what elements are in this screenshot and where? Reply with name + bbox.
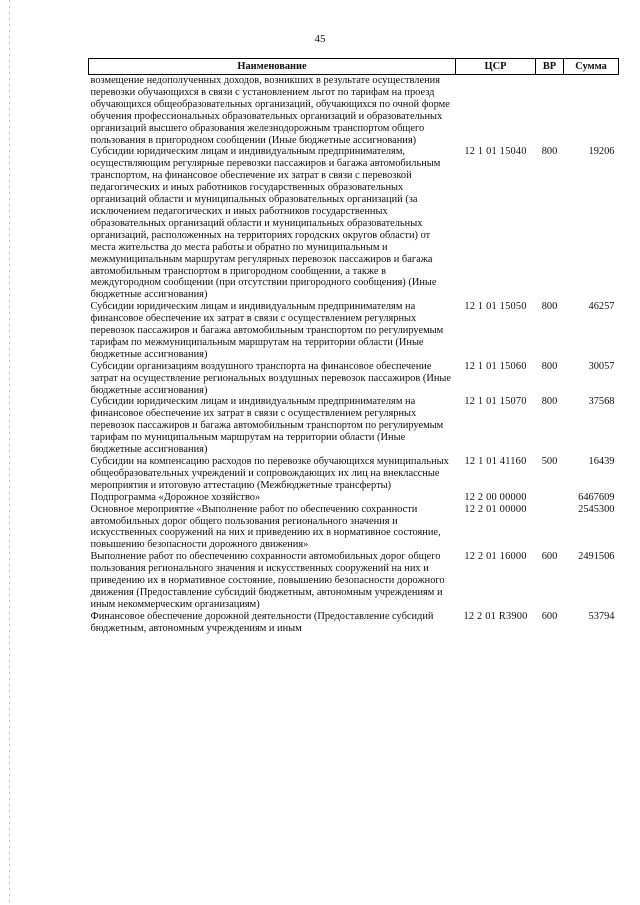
header-name: Наименование	[89, 59, 456, 75]
header-sum: Сумма	[564, 59, 619, 75]
row-name-cell: Субсидии юридическим лицам и индивидуальным предпринимателям на финансовое обеспечение их затрат в связи с осуществлением регулярных перевозок пассажиров и багажа автомобильным транспортом по регулируемым тарифам по межмуниципальным маршрутам на территории области (Иные бюджетные ассигнования)	[90, 301, 444, 360]
row-name-cell: Субсидии юридическим лицам и индивидуальным предпринимателям на финансовое обеспечение их затрат в связи с осуществлением регулярных перевозок пассажиров и багажа автомобильным транспортом по регулируемым тарифам по муниципальным маршрутам на территории области (Иные бюджетные ассигнования)	[90, 396, 444, 456]
budget-table	[88, 58, 619, 635]
table-body	[89, 75, 619, 635]
row-csr-cell	[456, 75, 536, 147]
row-csr-cell: 12 2 01 00000	[464, 503, 527, 515]
row-vr-cell	[536, 504, 564, 552]
table-row	[89, 551, 619, 611]
header-csr: ЦСР	[456, 59, 536, 75]
row-csr-cell: 12 2 01 R3900	[463, 610, 528, 622]
table-header	[89, 59, 619, 75]
row-vr-cell	[536, 75, 564, 147]
row-name-cell: Субсидии юридическим лицам и индивидуальным предпринимателям, осуществляющим регулярные перевозки пассажиров и багажа автомобильным транспортом, на финансовое обеспечение их затрат в связи с перевозкой педагогических и иных работников государственных образовательных организаций области и муниципальных образовательных организаций (за исключением педагогических и иных работников государственных образовательных организаций области и муниципальных образовательных организаций, расположенных на территориях городских округов области) от места жительства до места работы и обратно по муниципальным и межмуниципальным маршрутам регулярных перевозок пассажиров и багажа автомобильным транспортом в пригородном сообщении, а также в междугородном сообщении (при отсутствии пригородного сообщения) (Иные бюджетные ассигнования)	[90, 146, 441, 301]
row-name-cell: Основное мероприятие «Выполнение работ по обеспечению сохранности автомобильных дорог общего пользования регионального значения и искусственных сооружений на них и приведению их в нормативное состояние, повышению безопасности дорожного движения»	[90, 503, 441, 551]
table-row	[89, 361, 619, 397]
row-vr-cell	[536, 492, 564, 504]
row-csr-cell: 12 1 01 41160	[464, 456, 527, 467]
row-csr-cell: 12 1 01 15050	[464, 301, 527, 313]
table-row	[89, 301, 619, 361]
row-sum-cell: 6467609	[578, 491, 615, 503]
row-csr-cell: 12 1 01 15070	[464, 396, 527, 408]
scan-edge-artifact	[9, 0, 10, 905]
row-vr-cell: 800	[541, 146, 558, 158]
budget-sheet	[88, 58, 618, 635]
row-name-cell: Финансовое обеспечение дорожной деятельности (Предоставление субсидий бюджетным, автономным учреждениям и иным	[90, 610, 434, 634]
row-vr-cell: 800	[541, 396, 558, 408]
row-vr-cell: 600	[541, 610, 558, 622]
row-sum-cell	[564, 75, 619, 147]
row-name-cell: Субсидии организациям воздушного транспорта на финансовое обеспечение затрат на осуществление региональных воздушных перевозок пассажиров (Иные бюджетные ассигнования)	[90, 360, 452, 396]
row-sum-cell: 2491506	[578, 551, 615, 563]
row-sum-cell: 46257	[588, 301, 615, 313]
page-number: 45	[314, 33, 326, 45]
table-row	[89, 611, 619, 635]
table-row	[89, 504, 619, 552]
row-vr-cell: 500	[541, 456, 558, 467]
table-row	[89, 75, 619, 147]
header-vr: ВР	[536, 59, 564, 75]
row-name-cell: Подпрограмма «Дорожное хозяйство»	[90, 491, 261, 503]
row-csr-cell: 12 2 00 00000	[464, 491, 527, 503]
row-csr-cell: 12 1 01 15060	[464, 360, 527, 372]
table-row	[89, 492, 619, 504]
row-sum-cell: 19206	[588, 146, 615, 158]
row-sum-cell: 16439	[588, 456, 615, 467]
row-name-cell: Выполнение работ по обеспечению сохранности автомобильных дорог общего пользования регионального значения и искусственных сооружений на них и приведению их в нормативное состояние, повышению безопасности дорожного движения (Предоставление субсидий бюджетным, автономным учреждениям и иным некоммерческим организациям)	[90, 551, 445, 610]
row-name-cell: возмещение недополученных доходов, возникших в результате осуществления перевозки обучающихся в связи с установлением льгот по тарифам на проезд обучающихся общеобразовательных организаций, обучающихся по очной форме обучения профессиональных образовательных организаций и образовательных организаций высшего образования железнодорожным транспортом общего пользования в пригородном сообщении (Иные бюджетные ассигнования)	[90, 75, 450, 146]
row-vr-cell: 600	[541, 551, 558, 563]
table-row	[89, 396, 619, 456]
table-row	[89, 146, 619, 301]
row-sum-cell: 2545300	[578, 503, 615, 515]
row-sum-cell: 30057	[588, 360, 615, 372]
row-vr-cell: 800	[541, 360, 558, 372]
row-sum-cell: 37568	[588, 396, 615, 408]
row-csr-cell: 12 2 01 16000	[464, 551, 527, 563]
row-vr-cell: 800	[541, 301, 558, 313]
table-row	[89, 456, 619, 492]
row-csr-cell: 12 1 01 15040	[464, 146, 527, 158]
row-sum-cell: 53794	[588, 610, 615, 622]
row-name-cell: Субсидии на компенсацию расходов по перевозке обучающихся муниципальных общеобразовательных учреждений и сопровождающих их лиц на внеклассные мероприятия и итоговую аттестацию (Межбюджетные трансферты)	[90, 456, 449, 491]
